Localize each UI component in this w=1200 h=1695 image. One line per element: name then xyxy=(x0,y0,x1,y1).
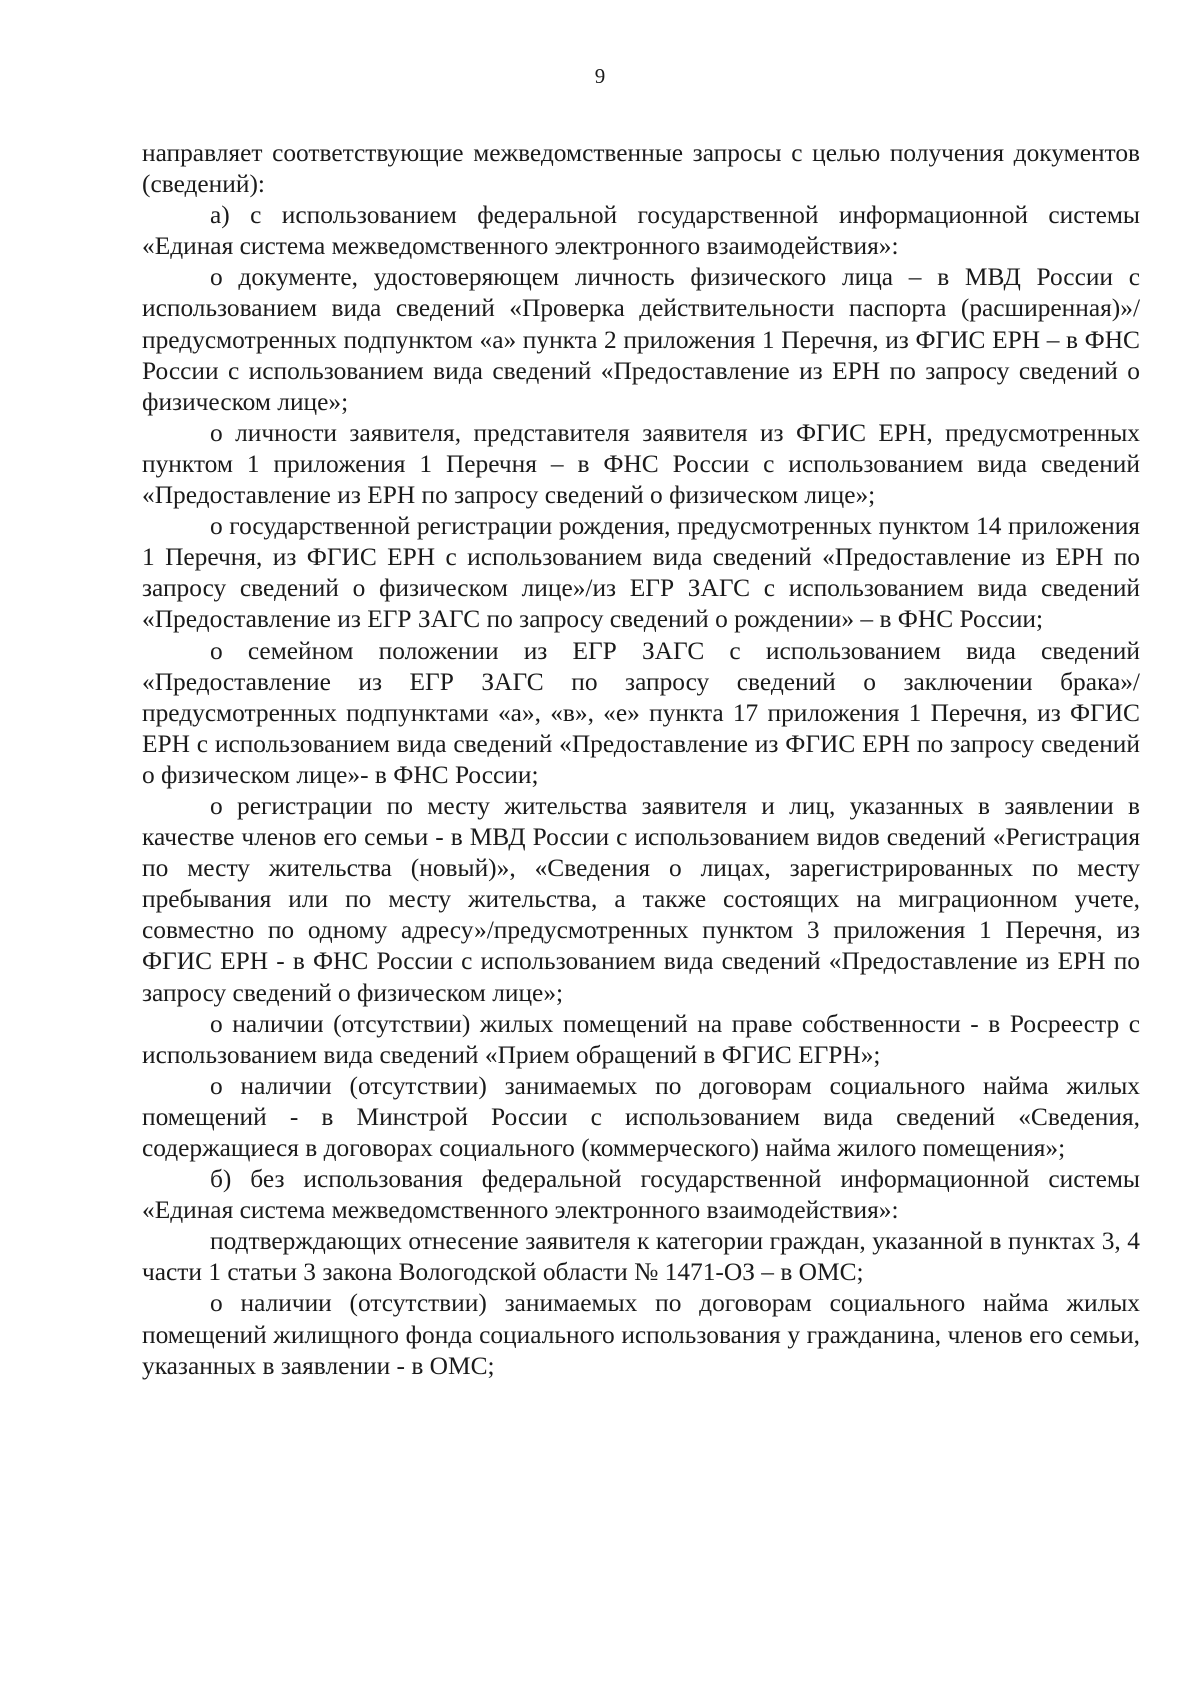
paragraph-applicant-identity: о личности заявителя, представителя заявителя из ФГИС ЕРН, предусмотренных пунктом 1 приложения 1 Перечня – в ФНС России с использованием вида сведений «Предоставление из ЕРН по запросу сведений о физическом лице»; xyxy=(142,418,1140,510)
paragraph-social-lease-oms: о наличии (отсутствии) занимаемых по договорам социального найма жилых помещений жилищного фонда социального использования у гражданина, членов его семьи, указанных в заявлении - в ОМС; xyxy=(142,1289,1140,1380)
paragraph-identity-document: о документе, удостоверяющем личность физического лица – в МВД России с использованием вида сведений «Проверка действительности паспорта (расширенная)»/предусмотренных подпунктом «а» пункта 2 приложения 1 Перечня, из ФГИС ЕРН – в ФНС России с использованием вида сведений «Предоставление из ЕРН по запросу сведений о физическом лице»; xyxy=(142,263,1140,416)
paragraph-residence-registration: о регистрации по месту жительства заявителя и лиц, указанных в заявлении в качестве членов его семьи - в МВД России с использованием видов сведений «Регистрация по месту жительства (новый)», «Сведения о лицах, зарегистрированных по месту пребывания или по месту жительства, а также состоящих на миграционном учете, совместно по одному адресу»/предусмотренных пунктом 3 приложения 1 Перечня, из ФГИС ЕРН - в ФНС России с использованием вида сведений «Предоставление из ЕРН по запросу сведений о физическом лице»; xyxy=(142,791,1140,1007)
paragraph-item-b: б) без использования федеральной государственной информационной системы «Единая система межведомственного электронного взаимодействия»: xyxy=(142,1165,1140,1225)
paragraph-item-a: а) с использованием федеральной государственной информационной системы «Единая система межведомственного электронного взаимодействия»: xyxy=(142,201,1140,261)
paragraph-birth-registration: о государственной регистрации рождения, предусмотренных пунктом 14 приложения 1 Перечня, из ФГИС ЕРН с использованием вида сведений «Предоставление из ЕРН по запросу сведений о физическом лице»/из ЕГР ЗАГС с использованием вида сведений «Предоставление из ЕГР ЗАГС по запросу сведений о рождении» – в ФНС России; xyxy=(142,512,1140,634)
paragraph-social-lease-minstroy: о наличии (отсутствии) занимаемых по договорам социального найма жилых помещений - в Минстрой России с использованием вида сведений «Сведения, содержащиеся в договорах социального (коммерческого) найма жилого помещения»; xyxy=(142,1071,1140,1162)
paragraph-intro: направляет соответствующие межведомственные запросы с целью получения документов (сведений): xyxy=(142,139,1140,199)
paragraph-category-confirmation: подтверждающих отнесение заявителя к категории граждан, указанной в пунктах 3, 4 части 1 статьи 3 закона Вологодской области № 1471-ОЗ – в ОМС; xyxy=(142,1227,1140,1287)
paragraph-marital-status: о семейном положении из ЕГР ЗАГС с использованием вида сведений «Предоставление из ЕГР ЗАГС по запросу сведений о заключении брака»/предусмотренных подпунктами «а», «в», «е» пункта 17 приложения 1 Перечня, из ФГИС ЕРН с использованием вида сведений «Предоставление из ФГИС ЕРН по запросу сведений о физическом лице»- в ФНС России; xyxy=(142,636,1140,789)
page-number: 9 xyxy=(594,64,606,88)
paragraph-owned-housing: о наличии (отсутствии) жилых помещений на праве собственности - в Росреестр с использованием вида сведений «Прием обращений в ФГИС ЕГРН»; xyxy=(142,1009,1140,1069)
document-body xyxy=(142,138,1140,1382)
